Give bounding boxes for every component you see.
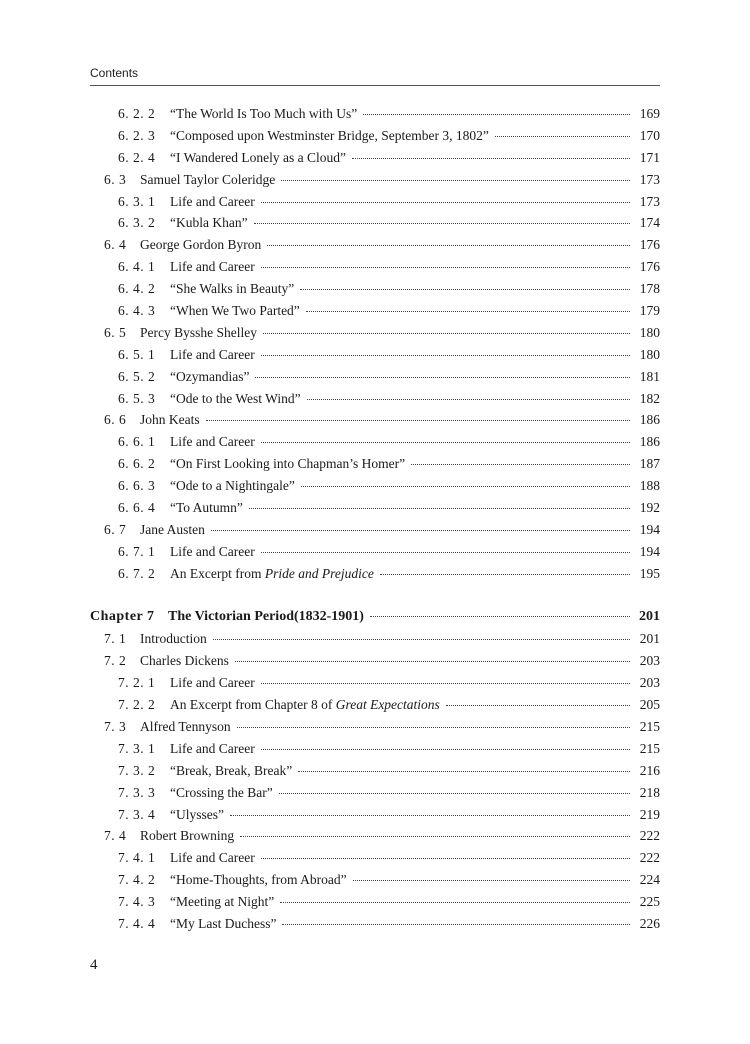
toc-entry-title-text: “Break, Break, Break” (170, 762, 293, 778)
toc-entry[interactable] (90, 128, 660, 150)
toc-entry-title-text: An Excerpt from (170, 565, 265, 581)
toc-entry-number: 7. 4. 2 (118, 872, 156, 888)
dot-leader (307, 399, 630, 400)
dot-leader (235, 661, 630, 662)
toc-entry[interactable] (90, 325, 660, 347)
toc-entry-number: 7. 4. 4 (118, 915, 156, 931)
toc-entry[interactable] (90, 281, 660, 303)
toc-entry[interactable] (90, 916, 660, 938)
toc-entry[interactable] (90, 412, 660, 434)
toc-entry-page: 216 (639, 762, 660, 778)
toc-entry-title (170, 763, 292, 779)
dot-leader (261, 552, 630, 553)
toc-entry-title (140, 522, 205, 538)
toc-entry-number: 6. 7. 2 (118, 565, 156, 581)
toc-entry-title (170, 566, 374, 582)
dot-leader (281, 180, 630, 181)
dot-leader (237, 727, 630, 728)
toc-entry-page: 222 (639, 850, 660, 866)
toc-entry[interactable] (90, 237, 660, 259)
toc-entry-title (170, 303, 300, 319)
toc-entry-page: 203 (639, 653, 660, 669)
toc-entry-number: 7. 4. 3 (118, 894, 156, 910)
toc-entry-title-text: “I Wandered Lonely as a Cloud” (170, 149, 346, 165)
toc-entry-number: 7. 2. 1 (118, 675, 156, 691)
toc-entry-page: 203 (639, 675, 660, 691)
toc-entry-title (170, 369, 249, 385)
toc-entry-number: Chapter 7 (90, 609, 155, 625)
toc-entry-title-text: Life and Career (170, 675, 255, 691)
toc-entry-title (170, 850, 255, 866)
toc-entry-title-text: “The World Is Too Much with Us” (170, 106, 358, 121)
toc-entry-number: 7. 2 (104, 653, 127, 669)
toc-entry-page: 205 (639, 697, 660, 713)
toc-entry-title-text: “Kubla Khan” (170, 215, 248, 231)
toc-entry[interactable] (90, 675, 660, 697)
toc-entry[interactable] (90, 434, 660, 456)
toc-entry-title-text: John Keats (140, 412, 200, 428)
toc-entry-title-text: Alfred Tennyson (140, 718, 231, 734)
toc-entry-page: 201 (639, 609, 660, 625)
dot-leader (261, 202, 630, 203)
toc-entry-number: 6. 5. 1 (118, 346, 156, 362)
toc-entry-number: 6. 7. 1 (118, 543, 156, 559)
toc-entry-page: 195 (639, 565, 660, 581)
toc-entry-page: 176 (639, 237, 660, 253)
running-head: Contents (90, 66, 139, 80)
dot-leader (254, 223, 630, 224)
toc-entry-title (170, 697, 440, 713)
toc-entry-title (168, 609, 364, 625)
page-number: 4 (90, 957, 98, 973)
toc-entry[interactable] (90, 697, 660, 719)
toc-entry-page: 180 (639, 324, 660, 340)
toc-entry-page: 225 (639, 894, 660, 910)
header-rule (90, 85, 660, 86)
toc-entry-number: 7. 4. 1 (118, 850, 156, 866)
toc-entry[interactable] (90, 303, 660, 325)
toc-entry[interactable] (90, 522, 660, 544)
toc-entry-number: 7. 4 (104, 828, 127, 844)
toc-entry-title (140, 719, 231, 735)
toc-entry[interactable] (90, 500, 660, 522)
toc-entry-title (170, 434, 255, 450)
toc-entry-title-text: Life and Career (170, 259, 255, 275)
toc-entry-number: 6. 6. 1 (118, 434, 156, 450)
toc-entry[interactable] (90, 347, 660, 369)
toc-entry-number: 6. 2. 3 (118, 127, 156, 143)
dot-leader (298, 771, 630, 772)
toc-entry-title (140, 828, 234, 844)
toc-entry[interactable] (90, 763, 660, 785)
toc-entry[interactable] (90, 478, 660, 500)
dot-leader (261, 267, 630, 268)
toc-entry-title (170, 150, 346, 166)
toc-entry-number: 6. 5 (104, 324, 127, 340)
toc-entry-title (140, 631, 207, 647)
dot-leader (495, 136, 630, 137)
toc-entry-page: 179 (639, 303, 660, 319)
toc-entry-number: 6. 4. 2 (118, 281, 156, 297)
toc-entry-page: 186 (639, 412, 660, 428)
toc-entry-title (170, 456, 405, 472)
toc-entry-number: 6. 7 (104, 521, 127, 537)
toc-entry-page: 215 (639, 740, 660, 756)
dot-leader (370, 616, 630, 617)
dot-leader (300, 289, 630, 290)
toc-entry-title-text: Life and Career (170, 434, 255, 450)
toc-entry-title (170, 478, 295, 494)
dot-leader (263, 333, 630, 334)
toc-entry-title (170, 194, 255, 210)
toc-entry[interactable] (90, 741, 660, 763)
toc-entry-title (170, 215, 248, 231)
toc-entry-title-text: Life and Career (170, 850, 255, 866)
toc-entry-title-text: “To Autumn” (170, 500, 243, 516)
toc-entry-title-text: Robert Browning (140, 828, 235, 844)
dot-leader (206, 420, 630, 421)
toc-entry-title (140, 653, 229, 669)
dot-leader (261, 683, 630, 684)
toc-entry-page: 171 (639, 149, 660, 165)
toc-entry-number: 6. 5. 3 (118, 390, 156, 406)
toc-chapter-entry[interactable] (90, 609, 660, 631)
table-of-contents (90, 106, 660, 938)
toc-entry-number: 6. 6 (104, 412, 127, 428)
toc-entry-title-text: “She Walks in Beauty” (170, 281, 295, 297)
toc-entry-title-text: “Composed upon Westminster Bridge, September 3, 1802” (170, 127, 489, 143)
toc-entry-title-text: “Crossing the Bar” (170, 784, 273, 800)
toc-entry-page: 218 (639, 784, 660, 800)
toc-entry-title (170, 894, 274, 910)
dot-leader (261, 858, 630, 859)
toc-entry-page: 222 (639, 828, 660, 844)
toc-entry-page: 194 (639, 543, 660, 559)
toc-entry-number: 6. 4 (104, 237, 127, 253)
toc-entry-number: 7. 3 (104, 718, 127, 734)
toc-entry-title-text: “On First Looking into Chapman’s Homer” (170, 456, 406, 472)
toc-entry-page: 176 (639, 259, 660, 275)
toc-entry-title-text: Life and Career (170, 740, 255, 756)
toc-entry-title-text: “When We Two Parted” (170, 303, 300, 319)
toc-entry-page: 170 (639, 127, 660, 143)
toc-entry-page: 192 (639, 500, 660, 516)
dot-leader (380, 574, 630, 575)
dot-leader (353, 880, 630, 881)
toc-entry[interactable] (90, 566, 660, 588)
toc-entry[interactable] (90, 172, 660, 194)
toc-entry-number: 6. 2. 4 (118, 149, 156, 165)
dot-leader (240, 836, 630, 837)
dot-leader (306, 311, 630, 312)
toc-entry-title (170, 785, 273, 801)
dot-leader (213, 639, 630, 640)
toc-entry-title-text: “My Last Duchess” (170, 915, 277, 931)
toc-entry-number: 6. 6. 3 (118, 478, 156, 494)
toc-entry[interactable] (90, 194, 660, 216)
toc-entry-title (140, 412, 200, 428)
toc-entry-number: 7. 3. 3 (118, 784, 156, 800)
toc-entry-title (170, 259, 255, 275)
toc-entry-title (170, 500, 243, 516)
toc-entry-number: 6. 6. 4 (118, 500, 156, 516)
toc-entry[interactable] (90, 785, 660, 807)
toc-entry-title-text: “Ode to a Nightingale” (170, 478, 295, 494)
toc-entry[interactable] (90, 653, 660, 675)
toc-entry-number: 6. 5. 2 (118, 368, 156, 384)
toc-entry-number: 7. 2. 2 (118, 697, 156, 713)
dot-leader (282, 924, 630, 925)
toc-entry[interactable] (90, 259, 660, 281)
toc-entry-page: 188 (639, 478, 660, 494)
toc-entry[interactable] (90, 215, 660, 237)
toc-entry-number: 6. 4. 3 (118, 303, 156, 319)
dot-leader (446, 705, 630, 706)
toc-entry[interactable] (90, 106, 660, 128)
toc-entry-number: 7. 3. 2 (118, 762, 156, 778)
toc-entry-title (170, 807, 224, 823)
toc-entry-title (170, 347, 255, 363)
toc-entry-page: 226 (639, 915, 660, 931)
toc-entry-page: 181 (639, 368, 660, 384)
toc-entry-title-text: An Excerpt from Chapter 8 of (170, 697, 336, 713)
dot-leader (211, 530, 630, 531)
dot-leader (261, 749, 630, 750)
toc-entry-page: 180 (639, 346, 660, 362)
toc-entry-title-text: “Ode to the West Wind” (170, 390, 301, 406)
toc-entry[interactable] (90, 544, 660, 566)
toc-entry-number: 7. 3. 4 (118, 806, 156, 822)
toc-entry[interactable] (90, 807, 660, 829)
toc-entry-title (170, 391, 301, 407)
toc-entry-number: 6. 4. 1 (118, 259, 156, 275)
toc-entry-title (140, 325, 257, 341)
toc-entry[interactable] (90, 719, 660, 741)
toc-entry-page: 224 (639, 872, 660, 888)
toc-entry[interactable] (90, 150, 660, 172)
dot-leader (279, 793, 630, 794)
toc-entry-page: 182 (639, 390, 660, 406)
toc-entry-title-text: Charles Dickens (140, 653, 229, 669)
toc-entry-page: 174 (639, 215, 660, 231)
toc-entry-title-text: Life and Career (170, 543, 255, 559)
toc-entry-title (170, 872, 347, 888)
toc-entry-title-text: Introduction (140, 631, 207, 647)
toc-entry-title (170, 916, 276, 932)
toc-entry-title-text: “Meeting at Night” (170, 894, 275, 910)
dot-leader (267, 245, 630, 246)
toc-entry-title-text: Jane Austen (140, 521, 205, 537)
toc-entry-page: 187 (639, 456, 660, 472)
toc-entry-title-text: “Home-Thoughts, from Abroad” (170, 872, 347, 888)
toc-entry-number: 6. 3. 2 (118, 215, 156, 231)
toc-entry-title-text: Samuel Taylor Coleridge (140, 171, 276, 187)
dot-leader (261, 442, 630, 443)
dot-leader (255, 377, 630, 378)
toc-entry-title-text: Percy Bysshe Shelley (140, 324, 257, 340)
toc-entry-page: 173 (639, 193, 660, 209)
toc-entry-title-italic: Pride and Prejudice (264, 565, 374, 581)
dot-leader (301, 486, 630, 487)
toc-entry-number: 6. 6. 2 (118, 456, 156, 472)
toc-entry[interactable] (90, 850, 660, 872)
toc-entry-title-text: The Victorian Period(1832-1901) (168, 609, 364, 625)
toc-entry-title (170, 675, 255, 691)
toc-entry-page: 194 (639, 521, 660, 537)
toc-entry-page: 201 (639, 631, 660, 647)
toc-entry[interactable] (90, 894, 660, 916)
toc-entry-title (170, 106, 357, 122)
toc-entry-page: 178 (639, 281, 660, 297)
dot-leader (249, 508, 630, 509)
toc-entry-title (170, 544, 255, 560)
toc-entry-number: 7. 1 (104, 631, 127, 647)
toc-entry-title (170, 741, 255, 757)
toc-entry-page: 219 (639, 806, 660, 822)
toc-entry[interactable] (90, 631, 660, 653)
toc-entry[interactable] (90, 456, 660, 478)
toc-entry-page: 186 (639, 434, 660, 450)
toc-entry-number: 6. 2. 2 (118, 106, 156, 121)
toc-entry-title (140, 237, 261, 253)
toc-entry[interactable] (90, 369, 660, 391)
toc-entry[interactable] (90, 391, 660, 413)
toc-entry-number: 6. 3. 1 (118, 193, 156, 209)
toc-entry-title-text: George Gordon Byron (140, 237, 262, 253)
dot-leader (280, 902, 630, 903)
toc-entry-title-text: Life and Career (170, 193, 255, 209)
toc-entry-title (170, 281, 294, 297)
dot-leader (363, 114, 630, 115)
dot-leader (411, 464, 630, 465)
toc-entry[interactable] (90, 872, 660, 894)
toc-entry-title-text: Life and Career (170, 346, 255, 362)
toc-entry-title-text: “Ulysses” (170, 806, 224, 822)
toc-entry-title (140, 172, 275, 188)
dot-leader (352, 158, 630, 159)
toc-entry-page: 169 (639, 106, 660, 121)
toc-entry[interactable] (90, 828, 660, 850)
toc-entry-number: 7. 3. 1 (118, 740, 156, 756)
toc-entry-title-italic: Great Expectations (335, 697, 440, 713)
toc-entry-page: 173 (639, 171, 660, 187)
dot-leader (261, 355, 630, 356)
toc-entry-number: 6. 3 (104, 171, 127, 187)
toc-entry-title (170, 128, 489, 144)
toc-entry-page: 215 (639, 718, 660, 734)
dot-leader (230, 815, 630, 816)
toc-entry-title-text: “Ozymandias” (170, 368, 250, 384)
